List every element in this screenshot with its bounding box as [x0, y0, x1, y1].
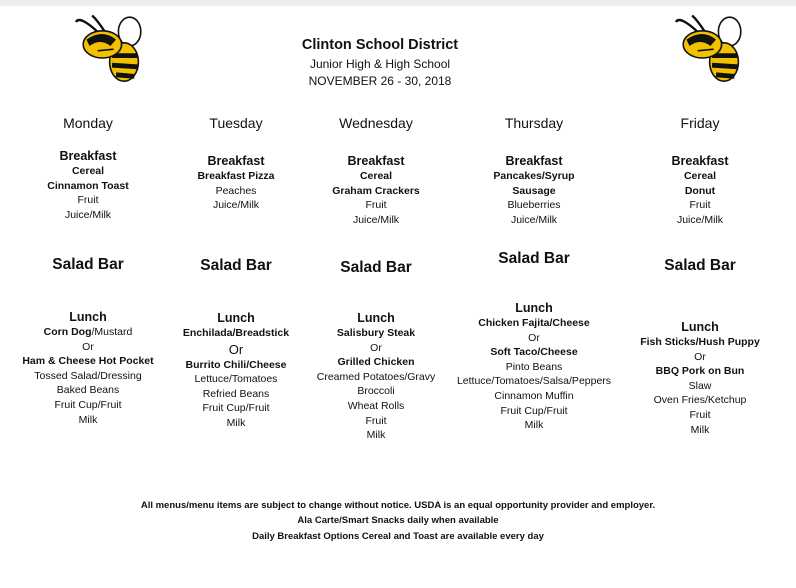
salad-bar-label: Salad Bar: [498, 250, 570, 267]
day-heading: Monday: [63, 115, 113, 131]
lunch-item: Milk: [524, 419, 544, 432]
lunch-item: Or: [370, 341, 382, 354]
lunch-item: Lettuce/Tomatoes: [194, 373, 278, 386]
lunch-item: Fruit: [689, 408, 711, 421]
lunch-item: Cinnamon Muffin: [494, 389, 574, 402]
lunch-item: Broccoli: [357, 385, 395, 398]
lunch-item: Fruit Cup/Fruit: [54, 398, 122, 411]
lunch-item: Or: [694, 350, 706, 363]
day-heading: Thursday: [504, 115, 564, 131]
footer-disclaimer: All menus/menu items are subject to change without notice. USDA is an equal opportunity provider and employer.: [140, 500, 656, 511]
lunch-item: Fruit Cup/Fruit: [500, 404, 568, 417]
salad-bar-label: Salad Bar: [52, 256, 124, 273]
lunch-item: Or: [228, 341, 244, 357]
lunch-item: Refried Beans: [202, 387, 270, 400]
breakfast-item: Peaches: [215, 184, 257, 197]
yellow-jacket-mascot-icon: [72, 10, 152, 90]
lunch-item: Lettuce/Tomatoes/Salsa/Peppers: [456, 375, 612, 388]
lunch-item: Creamed Potatoes/Gravy: [316, 370, 436, 383]
breakfast-heading: Breakfast: [505, 154, 563, 168]
lunch-item: Fish Sticks/Hush Puppy: [640, 336, 760, 348]
footer-breakfast-options: Daily Breakfast Options Cereal and Toast are available every day: [252, 531, 544, 542]
breakfast-item: Cereal: [71, 165, 105, 177]
lunch-item: Milk: [226, 416, 246, 429]
breakfast-section: [600, 154, 796, 227]
breakfast-item: Breakfast Pizza: [197, 170, 275, 182]
breakfast-item: Cereal: [359, 170, 393, 182]
lunch-item: Chicken Fajita/Cheese: [478, 317, 590, 329]
lunch-item: Fruit Cup/Fruit: [202, 402, 270, 415]
breakfast-item: Juice/Milk: [676, 213, 724, 226]
day-heading: Friday: [680, 115, 720, 131]
lunch-item: Oven Fries/Ketchup: [653, 394, 747, 407]
breakfast-item: Juice/Milk: [510, 213, 558, 226]
breakfast-item: Fruit: [689, 199, 711, 212]
lunch-item: BBQ Pork on Bun: [655, 365, 745, 378]
lunch-heading: Lunch: [69, 310, 107, 324]
lunch-item: Baked Beans: [56, 384, 120, 397]
district-title: Clinton School District: [301, 37, 459, 53]
breakfast-item: Fruit: [77, 194, 99, 207]
day-heading: Wednesday: [339, 115, 413, 131]
breakfast-item: Juice/Milk: [64, 208, 112, 221]
breakfast-heading: Breakfast: [59, 149, 117, 163]
lunch-item: Milk: [366, 429, 386, 442]
lunch-heading: Lunch: [515, 301, 553, 315]
lunch-item: Ham & Cheese Hot Pocket: [22, 355, 154, 368]
breakfast-item: Fruit: [365, 199, 387, 212]
breakfast-item: Pancakes/Syrup: [493, 170, 575, 182]
lunch-section: [600, 320, 796, 437]
lunch-item: Soft Taco/Cheese: [490, 346, 578, 359]
breakfast-item: Sausage: [512, 184, 556, 197]
lunch-item: Milk: [78, 413, 98, 426]
lunch-item: Burrito Chili/Cheese: [185, 358, 287, 371]
lunch-item: Or: [528, 331, 540, 344]
breakfast-heading: Breakfast: [347, 154, 405, 168]
lunch-heading: Lunch: [357, 311, 395, 325]
footer-ala-carte: Ala Carte/Smart Snacks daily when available: [297, 515, 499, 526]
salad-bar-label: Salad Bar: [340, 259, 412, 276]
lunch-item: Pinto Beans: [505, 360, 563, 373]
date-range: NOVEMBER 26 - 30, 2018: [308, 74, 452, 88]
breakfast-item: Cereal: [683, 170, 717, 182]
lunch-item: Grilled Chicken: [337, 356, 415, 369]
breakfast-item: Juice/Milk: [352, 213, 400, 226]
lunch-heading: Lunch: [681, 320, 719, 334]
day-heading: Tuesday: [209, 115, 263, 131]
lunch-item: Milk: [690, 423, 710, 436]
breakfast-item: Blueberries: [507, 199, 561, 212]
breakfast-heading: Breakfast: [207, 154, 265, 168]
lunch-heading: Lunch: [217, 311, 255, 325]
lunch-item: Fruit: [365, 414, 387, 427]
breakfast-heading: Breakfast: [671, 154, 729, 168]
breakfast-item: Donut: [684, 184, 716, 197]
school-subtitle: Junior High & High School: [309, 57, 451, 71]
lunch-item: Salisbury Steak: [336, 327, 416, 339]
lunch-item: Tossed Salad/Dressing: [34, 369, 142, 382]
lunch-item: Slaw: [688, 379, 712, 392]
lunch-item: Enchilada/Breadstick: [182, 327, 290, 339]
breakfast-item: Cinnamon Toast: [47, 179, 129, 192]
lunch-item: Wheat Rolls: [347, 399, 405, 412]
lunch-item-main: Corn Dog: [43, 326, 92, 338]
top-bar: [0, 0, 796, 6]
lunch-item: Or: [82, 340, 94, 353]
salad-bar-label: Salad Bar: [200, 257, 272, 274]
lunch-item-side: /Mustard: [91, 326, 133, 338]
breakfast-item: Graham Crackers: [332, 184, 420, 197]
salad-bar-label: Salad Bar: [664, 257, 736, 274]
yellow-jacket-mascot-icon: [672, 10, 752, 90]
breakfast-item: Juice/Milk: [212, 199, 260, 212]
